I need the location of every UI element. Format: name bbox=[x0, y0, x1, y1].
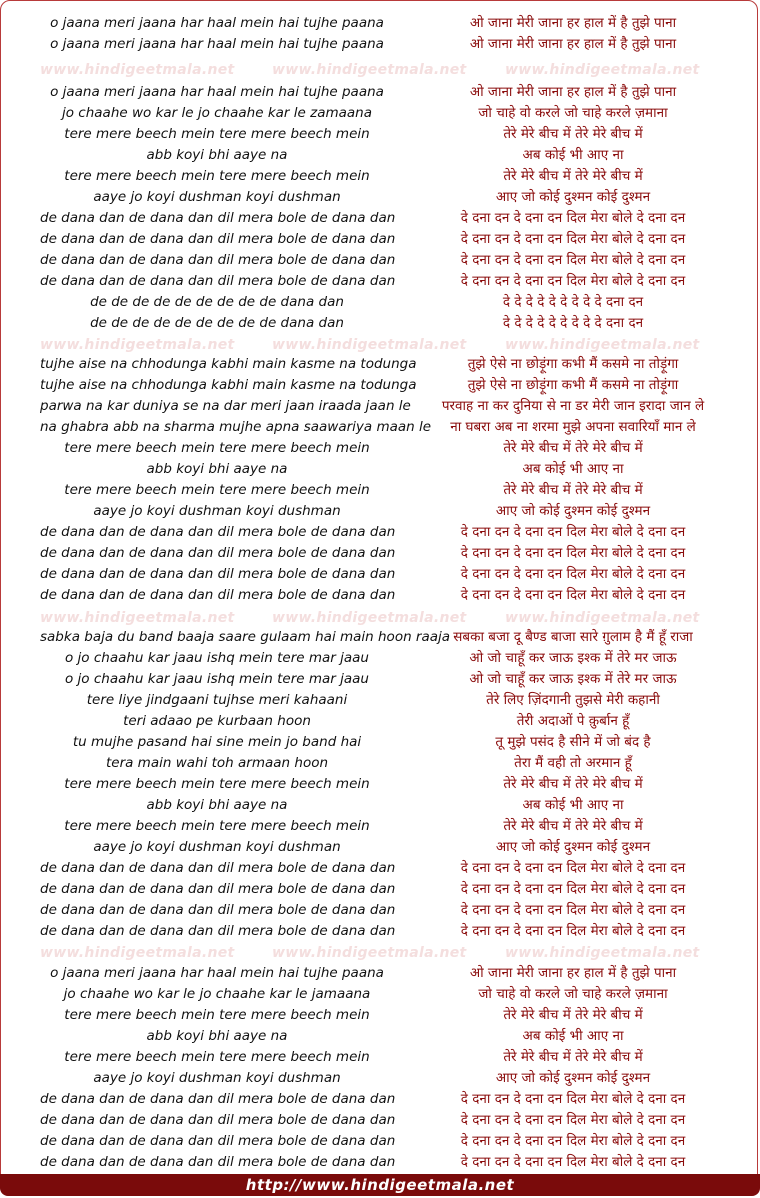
lyric-line-english: jo chaahe wo kar le jo chaahe kar le jamaana bbox=[63, 986, 371, 1002]
lyric-line-hindi: दे दना दन दे दना दन दिल मेरा बोले दे दना दन bbox=[460, 273, 686, 289]
lyric-line-hindi: आए जो कोई दुश्मन कोई दुश्मन bbox=[495, 1070, 651, 1086]
lyric-line-hindi: दे दना दन दे दना दन दिल मेरा बोले दे दना दन bbox=[460, 860, 686, 876]
lyric-line-english: de dana dan de dana dan dil mera bole de dana dan bbox=[40, 1154, 396, 1170]
lyric-line-english: tere mere beech mein tere mere beech mein bbox=[64, 482, 370, 498]
lyric-line-english: tere mere beech mein tere mere beech mein bbox=[64, 440, 370, 456]
lyric-line-hindi: जो चाहे वो करले जो चाहे करले ज़माना bbox=[478, 105, 668, 121]
lyric-line bbox=[0, 166, 760, 187]
lyric-line-hindi: ओ जो चाहूँ कर जाऊ इश्क में तेरे मर जाऊ bbox=[469, 671, 677, 687]
lyric-line bbox=[0, 816, 760, 837]
lyric-line-english: aaye jo koyi dushman koyi dushman bbox=[93, 503, 341, 519]
lyric-line-english: tujhe aise na chhodunga kabhi main kasme na todunga bbox=[40, 356, 417, 372]
lyric-line-hindi: तेरे लिए ज़िंदगानी तुझसे मेरी कहानी bbox=[486, 692, 660, 708]
lyric-line-english: de dana dan de dana dan dil mera bole de dana dan bbox=[40, 881, 396, 897]
lyric-line-english: tere mere beech mein tere mere beech mein bbox=[64, 818, 370, 834]
lyric-line-hindi: दे दना दन दे दना दन दिल मेरा बोले दे दना दन bbox=[460, 252, 686, 268]
stanza bbox=[0, 13, 760, 55]
lyric-line-hindi: आए जो कोई दुश्मन कोई दुश्मन bbox=[495, 503, 651, 519]
lyric-line-hindi: तेरे मेरे बीच में तेरे मेरे बीच में bbox=[503, 818, 643, 834]
lyric-line-english: de dana dan de dana dan dil mera bole de dana dan bbox=[40, 210, 396, 226]
lyric-line bbox=[0, 354, 760, 375]
lyric-line bbox=[0, 690, 760, 711]
lyric-line bbox=[0, 879, 760, 900]
lyric-line-hindi: ओ जाना मेरी जाना हर हाल में है तुझे पाना bbox=[469, 15, 677, 31]
lyric-line-hindi: तेरी अदाओं पे क़ुर्बान हूँ bbox=[516, 713, 630, 729]
watermark-text: www.hindigeetmala.net bbox=[272, 337, 467, 353]
lyric-line bbox=[0, 375, 760, 396]
lyric-line bbox=[0, 1026, 760, 1047]
lyric-line bbox=[0, 1152, 760, 1173]
lyric-line-english: de dana dan de dana dan dil mera bole de dana dan bbox=[40, 252, 396, 268]
lyric-line bbox=[0, 124, 760, 145]
watermark-text: www.hindigeetmala.net bbox=[40, 610, 235, 626]
lyric-line-english: de dana dan de dana dan dil mera bole de dana dan bbox=[40, 923, 396, 939]
lyric-line-hindi: दे दे दे दे दे दे दे दे दे दना दन bbox=[502, 294, 644, 310]
lyric-line bbox=[0, 313, 760, 334]
lyric-line-hindi: दे दना दन दे दना दन दिल मेरा बोले दे दना दन bbox=[460, 923, 686, 939]
lyric-line-english: aaye jo koyi dushman koyi dushman bbox=[93, 1070, 341, 1086]
lyric-line bbox=[0, 648, 760, 669]
lyric-line bbox=[0, 208, 760, 229]
lyric-line bbox=[0, 1131, 760, 1152]
lyric-line bbox=[0, 145, 760, 166]
lyric-line-hindi: सबका बजा दू बैण्ड बाजा सारे ग़ुलाम है मैं हूँ राजा bbox=[453, 629, 693, 645]
lyric-line-english: o jo chaahu kar jaau ishq mein tere mar jaau bbox=[65, 671, 369, 687]
watermark-text: www.hindigeetmala.net bbox=[40, 945, 235, 961]
lyric-line bbox=[0, 774, 760, 795]
lyric-line-english: de dana dan de dana dan dil mera bole de dana dan bbox=[40, 524, 396, 540]
watermark-text: www.hindigeetmala.net bbox=[272, 62, 467, 78]
lyric-line-english: jo chaahe wo kar le jo chaahe kar le zamaana bbox=[62, 105, 372, 121]
lyric-line-english: o jaana meri jaana har haal mein hai tujhe paana bbox=[50, 965, 384, 981]
lyric-line bbox=[0, 1089, 760, 1110]
lyric-line-english: o jaana meri jaana har haal mein hai tujhe paana bbox=[50, 36, 384, 52]
lyric-line-english: tere mere beech mein tere mere beech mein bbox=[64, 776, 370, 792]
lyric-line-english: de dana dan de dana dan dil mera bole de dana dan bbox=[40, 566, 396, 582]
lyric-line-hindi: आए जो कोई दुश्मन कोई दुश्मन bbox=[495, 839, 651, 855]
lyric-line-hindi: ओ जाना मेरी जाना हर हाल में है तुझे पाना bbox=[469, 36, 677, 52]
lyric-line bbox=[0, 417, 760, 438]
watermark-text: www.hindigeetmala.net bbox=[40, 337, 235, 353]
lyric-line-english: de dana dan de dana dan dil mera bole de dana dan bbox=[40, 1091, 396, 1107]
lyric-line-hindi: तेरे मेरे बीच में तेरे मेरे बीच में bbox=[503, 440, 643, 456]
lyric-line-hindi: तेरे मेरे बीच में तेरे मेरे बीच में bbox=[503, 126, 643, 142]
lyric-line-english: de dana dan de dana dan dil mera bole de dana dan bbox=[40, 231, 396, 247]
watermark-text: www.hindigeetmala.net bbox=[505, 945, 700, 961]
lyric-line bbox=[0, 459, 760, 480]
lyric-line-hindi: तेरे मेरे बीच में तेरे मेरे बीच में bbox=[503, 1007, 643, 1023]
lyric-line-english: parwa na kar duniya se na dar meri jaan iraada jaan le bbox=[40, 398, 411, 414]
lyric-line bbox=[0, 522, 760, 543]
lyric-line-hindi: आए जो कोई दुश्मन कोई दुश्मन bbox=[495, 189, 651, 205]
footer-bar bbox=[0, 1174, 760, 1196]
lyric-line bbox=[0, 103, 760, 124]
lyric-line bbox=[0, 858, 760, 879]
watermark-row bbox=[0, 945, 760, 961]
lyric-line bbox=[0, 1047, 760, 1068]
lyric-line-hindi: दे दना दन दे दना दन दिल मेरा बोले दे दना दन bbox=[460, 1091, 686, 1107]
lyric-line bbox=[0, 1005, 760, 1026]
lyric-line bbox=[0, 837, 760, 858]
lyric-line bbox=[0, 480, 760, 501]
lyric-line-hindi: दे दना दन दे दना दन दिल मेरा बोले दे दना दन bbox=[460, 1154, 686, 1170]
lyric-line-english: de dana dan de dana dan dil mera bole de dana dan bbox=[40, 902, 396, 918]
lyric-line-hindi: अब कोई भी आए ना bbox=[522, 147, 624, 163]
lyric-line-english: de dana dan de dana dan dil mera bole de dana dan bbox=[40, 860, 396, 876]
watermark-text: www.hindigeetmala.net bbox=[505, 610, 700, 626]
lyric-line bbox=[0, 438, 760, 459]
lyric-line-english: tere mere beech mein tere mere beech mein bbox=[64, 168, 370, 184]
lyric-line bbox=[0, 82, 760, 103]
lyric-line-english: o jaana meri jaana har haal mein hai tujhe paana bbox=[50, 15, 384, 31]
stanza bbox=[0, 82, 760, 334]
lyric-line-english: tere liye jindgaani tujhse meri kahaani bbox=[86, 692, 348, 708]
lyric-line-english: de de de de de de de de de dana dan bbox=[90, 294, 344, 310]
lyric-line bbox=[0, 627, 760, 648]
lyric-line-hindi: दे दना दन दे दना दन दिल मेरा बोले दे दना दन bbox=[460, 210, 686, 226]
lyric-line-hindi: जो चाहे वो करले जो चाहे करले ज़माना bbox=[478, 986, 668, 1002]
lyric-line-hindi: दे दना दन दे दना दन दिल मेरा बोले दे दना दन bbox=[460, 545, 686, 561]
lyric-line-hindi: तुझे ऐसे ना छोड़ूंगा कभी मैं कसमे ना तोड़ूंगा bbox=[467, 377, 679, 393]
lyric-line bbox=[0, 795, 760, 816]
watermark-row bbox=[0, 337, 760, 353]
lyric-line-english: na ghabra abb na sharma mujhe apna saawariya maan le bbox=[40, 419, 432, 435]
lyric-line-english: teri adaao pe kurbaan hoon bbox=[123, 713, 311, 729]
lyric-line-english: aaye jo koyi dushman koyi dushman bbox=[93, 189, 341, 205]
lyric-line-english: abb koyi bhi aaye na bbox=[146, 1028, 288, 1044]
lyric-line-hindi: तू मुझे पसंद है सीने में जो बंद है bbox=[495, 734, 651, 750]
lyric-line-hindi: ओ जो चाहूँ कर जाऊ इश्क में तेरे मर जाऊ bbox=[469, 650, 677, 666]
lyric-line-hindi: तेरे मेरे बीच में तेरे मेरे बीच में bbox=[503, 1049, 643, 1065]
lyric-line-english: o jo chaahu kar jaau ishq mein tere mar jaau bbox=[65, 650, 369, 666]
lyric-line bbox=[0, 753, 760, 774]
stanza bbox=[0, 354, 760, 606]
lyric-line-english: tere mere beech mein tere mere beech mein bbox=[64, 1049, 370, 1065]
lyric-line-english: abb koyi bhi aaye na bbox=[146, 461, 288, 477]
lyric-line-english: de dana dan de dana dan dil mera bole de dana dan bbox=[40, 1133, 396, 1149]
lyric-line bbox=[0, 271, 760, 292]
lyric-line-english: tere mere beech mein tere mere beech mein bbox=[64, 126, 370, 142]
lyric-line bbox=[0, 1110, 760, 1131]
lyric-line-hindi: दे दना दन दे दना दन दिल मेरा बोले दे दना दन bbox=[460, 902, 686, 918]
footer-url[interactable]: http://www.hindigeetmala.net bbox=[245, 1176, 515, 1194]
watermark-text: www.hindigeetmala.net bbox=[505, 337, 700, 353]
lyric-line-hindi: तेरे मेरे बीच में तेरे मेरे बीच में bbox=[503, 776, 643, 792]
lyric-line bbox=[0, 229, 760, 250]
lyric-line bbox=[0, 921, 760, 942]
lyric-line-hindi: दे दना दन दे दना दन दिल मेरा बोले दे दना दन bbox=[460, 566, 686, 582]
lyric-line-hindi: तेरे मेरे बीच में तेरे मेरे बीच में bbox=[503, 168, 643, 184]
lyric-line bbox=[0, 963, 760, 984]
lyric-line-english: de de de de de de de de de dana dan bbox=[90, 315, 344, 331]
lyric-line-english: de dana dan de dana dan dil mera bole de dana dan bbox=[40, 1112, 396, 1128]
lyric-line-hindi: अब कोई भी आए ना bbox=[522, 797, 624, 813]
stanza bbox=[0, 963, 760, 1173]
lyric-line bbox=[0, 711, 760, 732]
lyric-line bbox=[0, 585, 760, 606]
lyric-line-hindi: तेरे मेरे बीच में तेरे मेरे बीच में bbox=[503, 482, 643, 498]
lyric-line-hindi: दे दना दन दे दना दन दिल मेरा बोले दे दना दन bbox=[460, 231, 686, 247]
stanza bbox=[0, 627, 760, 942]
watermark-row bbox=[0, 62, 760, 78]
lyric-line-english: tu mujhe pasand hai sine mein jo band hai bbox=[72, 734, 362, 750]
watermark-text: www.hindigeetmala.net bbox=[40, 62, 235, 78]
lyric-line-english: tere mere beech mein tere mere beech mein bbox=[64, 1007, 370, 1023]
lyric-line bbox=[0, 250, 760, 271]
watermark-text: www.hindigeetmala.net bbox=[505, 62, 700, 78]
lyric-line-hindi: तेरा मैं वही तो अरमान हूँ bbox=[514, 755, 632, 771]
lyric-line bbox=[0, 543, 760, 564]
lyric-line-hindi: अब कोई भी आए ना bbox=[522, 1028, 624, 1044]
lyric-line bbox=[0, 732, 760, 753]
lyric-line bbox=[0, 564, 760, 585]
lyric-line bbox=[0, 669, 760, 690]
lyric-line bbox=[0, 984, 760, 1005]
lyric-line-english: de dana dan de dana dan dil mera bole de dana dan bbox=[40, 273, 396, 289]
lyric-line-english: tujhe aise na chhodunga kabhi main kasme na todunga bbox=[40, 377, 417, 393]
lyric-line-hindi: अब कोई भी आए ना bbox=[522, 461, 624, 477]
lyric-line-hindi: दे दना दन दे दना दन दिल मेरा बोले दे दना दन bbox=[460, 524, 686, 540]
lyric-line-hindi: तुझे ऐसे ना छोड़ूंगा कभी मैं कसमे ना तोड़ूंगा bbox=[467, 356, 679, 372]
lyric-line-hindi: ओ जाना मेरी जाना हर हाल में है तुझे पाना bbox=[469, 965, 677, 981]
lyric-line-english: de dana dan de dana dan dil mera bole de dana dan bbox=[40, 587, 396, 603]
lyric-line bbox=[0, 501, 760, 522]
lyric-line bbox=[0, 396, 760, 417]
lyric-line-english: abb koyi bhi aaye na bbox=[146, 797, 288, 813]
lyric-line-hindi: ओ जाना मेरी जाना हर हाल में है तुझे पाना bbox=[469, 84, 677, 100]
lyric-line-english: sabka baja du band baaja saare gulaam hai main hoon raaja bbox=[40, 629, 451, 645]
lyric-line-hindi: दे दना दन दे दना दन दिल मेरा बोले दे दना दन bbox=[460, 1133, 686, 1149]
lyric-line-english: abb koyi bhi aaye na bbox=[146, 147, 288, 163]
lyric-line-english: aaye jo koyi dushman koyi dushman bbox=[93, 839, 341, 855]
lyric-line bbox=[0, 187, 760, 208]
lyric-line bbox=[0, 1068, 760, 1089]
lyric-line-hindi: परवाह ना कर दुनिया से ना डर मेरी जान इरादा जान ले bbox=[441, 398, 705, 414]
lyric-line-english: o jaana meri jaana har haal mein hai tujhe paana bbox=[50, 84, 384, 100]
watermark-text: www.hindigeetmala.net bbox=[272, 945, 467, 961]
lyric-line bbox=[0, 292, 760, 313]
lyric-line-hindi: दे दे दे दे दे दे दे दे दे दना दन bbox=[502, 315, 644, 331]
watermark-text: www.hindigeetmala.net bbox=[272, 610, 467, 626]
lyric-line-english: de dana dan de dana dan dil mera bole de dana dan bbox=[40, 545, 396, 561]
lyric-line bbox=[0, 13, 760, 34]
lyric-line-hindi: ना घबरा अब ना शरमा मुझे अपना सवारियाँ मान ले bbox=[450, 419, 696, 435]
lyric-line-hindi: दे दना दन दे दना दन दिल मेरा बोले दे दना दन bbox=[460, 1112, 686, 1128]
lyric-line-hindi: दे दना दन दे दना दन दिल मेरा बोले दे दना दन bbox=[460, 587, 686, 603]
lyric-line-hindi: दे दना दन दे दना दन दिल मेरा बोले दे दना दन bbox=[460, 881, 686, 897]
lyric-line bbox=[0, 34, 760, 55]
watermark-row bbox=[0, 610, 760, 626]
lyric-line-english: tera main wahi toh armaan hoon bbox=[105, 755, 329, 771]
lyric-line bbox=[0, 900, 760, 921]
